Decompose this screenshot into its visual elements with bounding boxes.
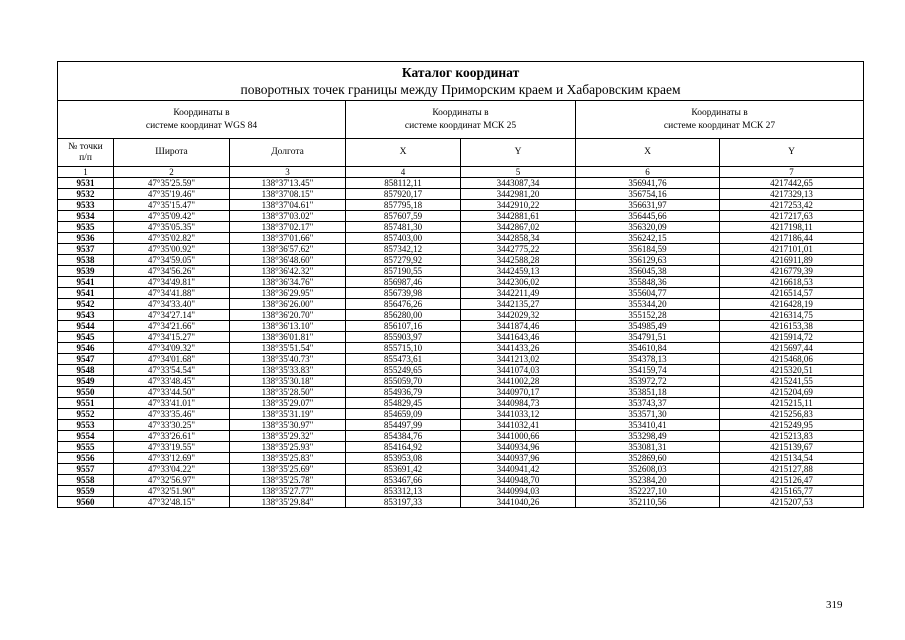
y-msk25-cell: 3441074,03 [461,365,576,376]
y-msk27-cell: 4217186,44 [720,233,864,244]
point-number-cell: 9553 [58,420,114,431]
x-msk25-cell: 856107,16 [346,321,461,332]
x-msk25-cell: 854164,92 [346,442,461,453]
point-number-cell: 9544 [58,321,114,332]
system-header-wgs84 [58,101,346,139]
x-msk27-cell: 356631,97 [576,200,720,211]
y-msk25-cell: 3441213,02 [461,354,576,365]
table-row [58,442,864,453]
system-header-line: системе координат WGS 84 [145,120,258,131]
column-number: 4 [346,167,461,178]
longitude-cell: 138°36'20.70" [230,310,346,321]
point-number-cell: 9539 [58,266,114,277]
table-row [58,200,864,211]
x-msk27-cell: 356320,09 [576,222,720,233]
latitude-cell: 47°33'44.50" [114,387,230,398]
y-msk27-cell: 4217101,01 [720,244,864,255]
x-msk25-cell: 858112,11 [346,178,461,189]
longitude-cell: 138°35'51.54" [230,343,346,354]
y-msk25-cell: 3441033,12 [461,409,576,420]
column-header-point [58,139,114,167]
longitude-cell: 138°37'08.15" [230,189,346,200]
x-msk27-cell: 352869,60 [576,453,720,464]
x-msk27-cell: 352110,56 [576,497,720,508]
column-number: 2 [114,167,230,178]
longitude-cell: 138°35'40.73" [230,354,346,365]
x-msk25-cell: 857795,18 [346,200,461,211]
longitude-cell: 138°37'03.02" [230,211,346,222]
longitude-cell: 138°36'26.00" [230,299,346,310]
x-msk27-cell: 355848,36 [576,277,720,288]
longitude-cell: 138°35'33.83" [230,365,346,376]
point-number-cell: 9535 [58,222,114,233]
y-msk27-cell: 4217198,11 [720,222,864,233]
y-msk27-cell: 4215165,77 [720,486,864,497]
x-msk27-cell: 356184,59 [576,244,720,255]
latitude-cell: 47°33'35.46" [114,409,230,420]
point-number-cell: 9543 [58,310,114,321]
x-msk27-cell: 355604,77 [576,288,720,299]
table-row [58,266,864,277]
longitude-cell: 138°36'01.81" [230,332,346,343]
latitude-cell: 47°35'19.46" [114,189,230,200]
table-row [58,343,864,354]
column-number: 3 [230,167,346,178]
column-header-x-msk27: X [576,139,720,167]
y-msk25-cell: 3442029,32 [461,310,576,321]
y-msk25-cell: 3442135,27 [461,299,576,310]
y-msk25-cell: 3442981,20 [461,189,576,200]
table-row [58,244,864,255]
latitude-cell: 47°33'48.45" [114,376,230,387]
longitude-cell: 138°35'25.78" [230,475,346,486]
longitude-cell: 138°35'30.97" [230,420,346,431]
table-row [58,376,864,387]
point-number-cell: 9558 [58,475,114,486]
catalog-subtitle: поворотных точек границы между Приморским краем и Хабаровским краем [240,82,681,97]
latitude-cell: 47°34'27.14" [114,310,230,321]
y-msk27-cell: 4217442,65 [720,178,864,189]
coordinates-table-body [58,178,864,508]
x-msk25-cell: 855059,70 [346,376,461,387]
x-msk27-cell: 353298,49 [576,431,720,442]
y-msk25-cell: 3442306,02 [461,277,576,288]
x-msk27-cell: 356242,15 [576,233,720,244]
page-number: 319 [826,599,843,611]
table-row [58,464,864,475]
column-header-y-msk27: Y [720,139,864,167]
y-msk25-cell: 3442867,02 [461,222,576,233]
system-header-msk25 [346,101,576,139]
y-msk25-cell: 3440984,73 [461,398,576,409]
latitude-cell: 47°32'48.15" [114,497,230,508]
y-msk27-cell: 4215204,69 [720,387,864,398]
system-header-line: Координаты в [432,107,489,118]
point-number-cell: 9552 [58,409,114,420]
x-msk25-cell: 857607,59 [346,211,461,222]
table-row [58,409,864,420]
y-msk27-cell: 4215241,55 [720,376,864,387]
y-msk25-cell: 3441874,46 [461,321,576,332]
longitude-cell: 138°36'57.62" [230,244,346,255]
y-msk27-cell: 4216911,89 [720,255,864,266]
system-header-msk27 [576,101,864,139]
system-header-line: Координаты в [691,107,748,118]
column-number: 5 [461,167,576,178]
y-msk25-cell: 3442881,61 [461,211,576,222]
x-msk25-cell: 854829,45 [346,398,461,409]
x-msk27-cell: 355152,28 [576,310,720,321]
longitude-cell: 138°35'25.93" [230,442,346,453]
table-row [58,178,864,189]
y-msk27-cell: 4215697,44 [720,343,864,354]
point-number-cell: 9559 [58,486,114,497]
x-msk27-cell: 354159,74 [576,365,720,376]
latitude-cell: 47°35'00.92" [114,244,230,255]
longitude-cell: 138°35'29.32" [230,431,346,442]
y-msk27-cell: 4216514,57 [720,288,864,299]
x-msk25-cell: 855903,97 [346,332,461,343]
x-msk25-cell: 854936,79 [346,387,461,398]
x-msk27-cell: 352608,03 [576,464,720,475]
column-header-latitude: Широта [114,139,230,167]
x-msk27-cell: 353851,18 [576,387,720,398]
y-msk27-cell: 4216779,39 [720,266,864,277]
catalog-title: Каталог координат [401,65,520,80]
x-msk27-cell: 352384,20 [576,475,720,486]
y-msk25-cell: 3441002,28 [461,376,576,387]
x-msk27-cell: 356129,63 [576,255,720,266]
point-number-cell: 9557 [58,464,114,475]
y-msk25-cell: 3441032,41 [461,420,576,431]
system-header-line: системе координат МСК 27 [663,120,776,131]
latitude-cell: 47°35'05.35" [114,222,230,233]
point-number-cell: 9546 [58,343,114,354]
x-msk25-cell: 853691,42 [346,464,461,475]
point-number-cell: 9538 [58,255,114,266]
point-number-cell: 9531 [58,178,114,189]
x-msk25-cell: 855249,65 [346,365,461,376]
x-msk25-cell: 857279,92 [346,255,461,266]
y-msk25-cell: 3442459,13 [461,266,576,277]
y-msk25-cell: 3441040,26 [461,497,576,508]
y-msk25-cell: 3441433,26 [461,343,576,354]
x-msk25-cell: 854497,99 [346,420,461,431]
table-row [58,431,864,442]
point-number-cell: 9536 [58,233,114,244]
x-msk25-cell: 856739,98 [346,288,461,299]
point-number-cell: 9550 [58,387,114,398]
table-row [58,365,864,376]
table-row [58,321,864,332]
point-number-cell: 9533 [58,200,114,211]
table-row [58,255,864,266]
table-row [58,453,864,464]
x-msk25-cell: 853467,66 [346,475,461,486]
table-row [58,398,864,409]
system-header-line: системе координат МСК 25 [404,120,517,131]
point-number-cell: 9542 [58,299,114,310]
y-msk27-cell: 4215127,88 [720,464,864,475]
longitude-cell: 138°36'13.10" [230,321,346,332]
longitude-cell: 138°35'27.77" [230,486,346,497]
longitude-cell: 138°35'31.19" [230,409,346,420]
y-msk27-cell: 4216153,38 [720,321,864,332]
latitude-cell: 47°34'41.88" [114,288,230,299]
system-header-line: Координаты в [173,107,230,118]
y-msk25-cell: 3442910,22 [461,200,576,211]
y-msk25-cell: 3443087,34 [461,178,576,189]
x-msk27-cell: 354791,51 [576,332,720,343]
latitude-cell: 47°35'25.59" [114,178,230,189]
latitude-cell: 47°34'49.81" [114,277,230,288]
x-msk27-cell: 353972,72 [576,376,720,387]
point-number-cell: 9547 [58,354,114,365]
longitude-cell: 138°35'25.69" [230,464,346,475]
longitude-cell: 138°35'28.50" [230,387,346,398]
column-number: 6 [576,167,720,178]
x-msk27-cell: 355344,20 [576,299,720,310]
latitude-cell: 47°34'09.32" [114,343,230,354]
y-msk25-cell: 3440994,03 [461,486,576,497]
x-msk27-cell: 354985,49 [576,321,720,332]
latitude-cell: 47°35'15.47" [114,200,230,211]
y-msk25-cell: 3442588,28 [461,255,576,266]
latitude-cell: 47°35'09.42" [114,211,230,222]
coordinates-catalog-table [57,61,864,508]
latitude-cell: 47°34'33.40" [114,299,230,310]
column-header-x-msk25: X [346,139,461,167]
y-msk25-cell: 3442211,49 [461,288,576,299]
y-msk25-cell: 3441643,46 [461,332,576,343]
y-msk27-cell: 4215213,83 [720,431,864,442]
point-number-cell: 9556 [58,453,114,464]
latitude-cell: 47°34'01.68" [114,354,230,365]
x-msk25-cell: 855473,61 [346,354,461,365]
y-msk25-cell: 3441000,66 [461,431,576,442]
x-msk25-cell: 854659,09 [346,409,461,420]
longitude-cell: 138°35'25.83" [230,453,346,464]
y-msk27-cell: 4215249,95 [720,420,864,431]
longitude-cell: 138°36'29.95" [230,288,346,299]
longitude-cell: 138°37'02.17" [230,222,346,233]
x-msk27-cell: 356941,76 [576,178,720,189]
x-msk27-cell: 354378,13 [576,354,720,365]
table-row [58,299,864,310]
y-msk27-cell: 4215139,67 [720,442,864,453]
point-number-cell: 9549 [58,376,114,387]
y-msk27-cell: 4215126,47 [720,475,864,486]
longitude-cell: 138°36'34.76" [230,277,346,288]
point-number-cell: 9537 [58,244,114,255]
table-title-cell [58,62,864,101]
x-msk27-cell: 353743,37 [576,398,720,409]
longitude-cell: 138°36'48.60" [230,255,346,266]
x-msk25-cell: 853197,33 [346,497,461,508]
latitude-cell: 47°34'56.26" [114,266,230,277]
point-number-cell: 9554 [58,431,114,442]
y-msk27-cell: 4215320,51 [720,365,864,376]
point-number-cell: 9532 [58,189,114,200]
y-msk25-cell: 3442775,22 [461,244,576,255]
y-msk25-cell: 3440934,96 [461,442,576,453]
latitude-cell: 47°34'59.05" [114,255,230,266]
latitude-cell: 47°34'15.27" [114,332,230,343]
y-msk25-cell: 3440970,17 [461,387,576,398]
y-msk25-cell: 3440941,42 [461,464,576,475]
x-msk27-cell: 353410,41 [576,420,720,431]
y-msk27-cell: 4216428,19 [720,299,864,310]
column-number: 1 [58,167,114,178]
table-row [58,420,864,431]
table-row [58,486,864,497]
table-row [58,233,864,244]
table-row [58,332,864,343]
point-number-cell: 9534 [58,211,114,222]
y-msk27-cell: 4216314,75 [720,310,864,321]
x-msk25-cell: 855715,10 [346,343,461,354]
column-header-line: № точки [68,141,103,152]
y-msk27-cell: 4215468,06 [720,354,864,365]
table-row [58,387,864,398]
table-row [58,354,864,365]
latitude-cell: 47°32'51.90" [114,486,230,497]
y-msk27-cell: 4217329,13 [720,189,864,200]
table-row [58,310,864,321]
longitude-cell: 138°37'01.66" [230,233,346,244]
point-number-cell: 9551 [58,398,114,409]
x-msk27-cell: 354610,84 [576,343,720,354]
latitude-cell: 47°32'56.97" [114,475,230,486]
point-number-cell: 9548 [58,365,114,376]
y-msk27-cell: 4217217,63 [720,211,864,222]
column-header-longitude: Долгота [230,139,346,167]
longitude-cell: 138°35'29.07" [230,398,346,409]
x-msk27-cell: 356754,16 [576,189,720,200]
y-msk25-cell: 3440937,96 [461,453,576,464]
y-msk27-cell: 4217253,42 [720,200,864,211]
longitude-cell: 138°35'30.18" [230,376,346,387]
x-msk25-cell: 857342,12 [346,244,461,255]
x-msk25-cell: 856476,26 [346,299,461,310]
x-msk25-cell: 857190,55 [346,266,461,277]
latitude-cell: 47°33'26.61" [114,431,230,442]
latitude-cell: 47°33'19.55" [114,442,230,453]
x-msk25-cell: 857481,30 [346,222,461,233]
longitude-cell: 138°37'13.45" [230,178,346,189]
x-msk27-cell: 353571,30 [576,409,720,420]
x-msk27-cell: 356445,66 [576,211,720,222]
y-msk25-cell: 3440948,70 [461,475,576,486]
longitude-cell: 138°37'04.61" [230,200,346,211]
latitude-cell: 47°34'21.66" [114,321,230,332]
table-row [58,222,864,233]
table-row [58,497,864,508]
point-number-cell: 9541 [58,288,114,299]
latitude-cell: 47°33'54.54" [114,365,230,376]
y-msk27-cell: 4215256,83 [720,409,864,420]
x-msk25-cell: 853953,08 [346,453,461,464]
x-msk27-cell: 353081,31 [576,442,720,453]
latitude-cell: 47°33'41.01" [114,398,230,409]
latitude-cell: 47°33'12.69" [114,453,230,464]
table-row [58,475,864,486]
x-msk25-cell: 854384,76 [346,431,461,442]
point-number-cell: 9555 [58,442,114,453]
column-number: 7 [720,167,864,178]
y-msk27-cell: 4215134,54 [720,453,864,464]
x-msk25-cell: 856987,46 [346,277,461,288]
column-header-line: п/п [79,152,92,163]
y-msk27-cell: 4215207,53 [720,497,864,508]
x-msk25-cell: 857920,17 [346,189,461,200]
y-msk27-cell: 4216618,53 [720,277,864,288]
latitude-cell: 47°35'02.82" [114,233,230,244]
table-row [58,288,864,299]
x-msk25-cell: 853312,13 [346,486,461,497]
y-msk27-cell: 4215215,11 [720,398,864,409]
column-header-y-msk25: Y [461,139,576,167]
y-msk25-cell: 3442858,34 [461,233,576,244]
table-row [58,189,864,200]
longitude-cell: 138°36'42.32" [230,266,346,277]
table-row [58,277,864,288]
x-msk25-cell: 856280,00 [346,310,461,321]
x-msk27-cell: 352227,10 [576,486,720,497]
x-msk27-cell: 356045,38 [576,266,720,277]
point-number-cell: 9545 [58,332,114,343]
table-row [58,211,864,222]
latitude-cell: 47°33'30.25" [114,420,230,431]
point-number-cell: 9541 [58,277,114,288]
y-msk27-cell: 4215914,72 [720,332,864,343]
point-number-cell: 9560 [58,497,114,508]
x-msk25-cell: 857403,00 [346,233,461,244]
latitude-cell: 47°33'04.22" [114,464,230,475]
longitude-cell: 138°35'29.84" [230,497,346,508]
